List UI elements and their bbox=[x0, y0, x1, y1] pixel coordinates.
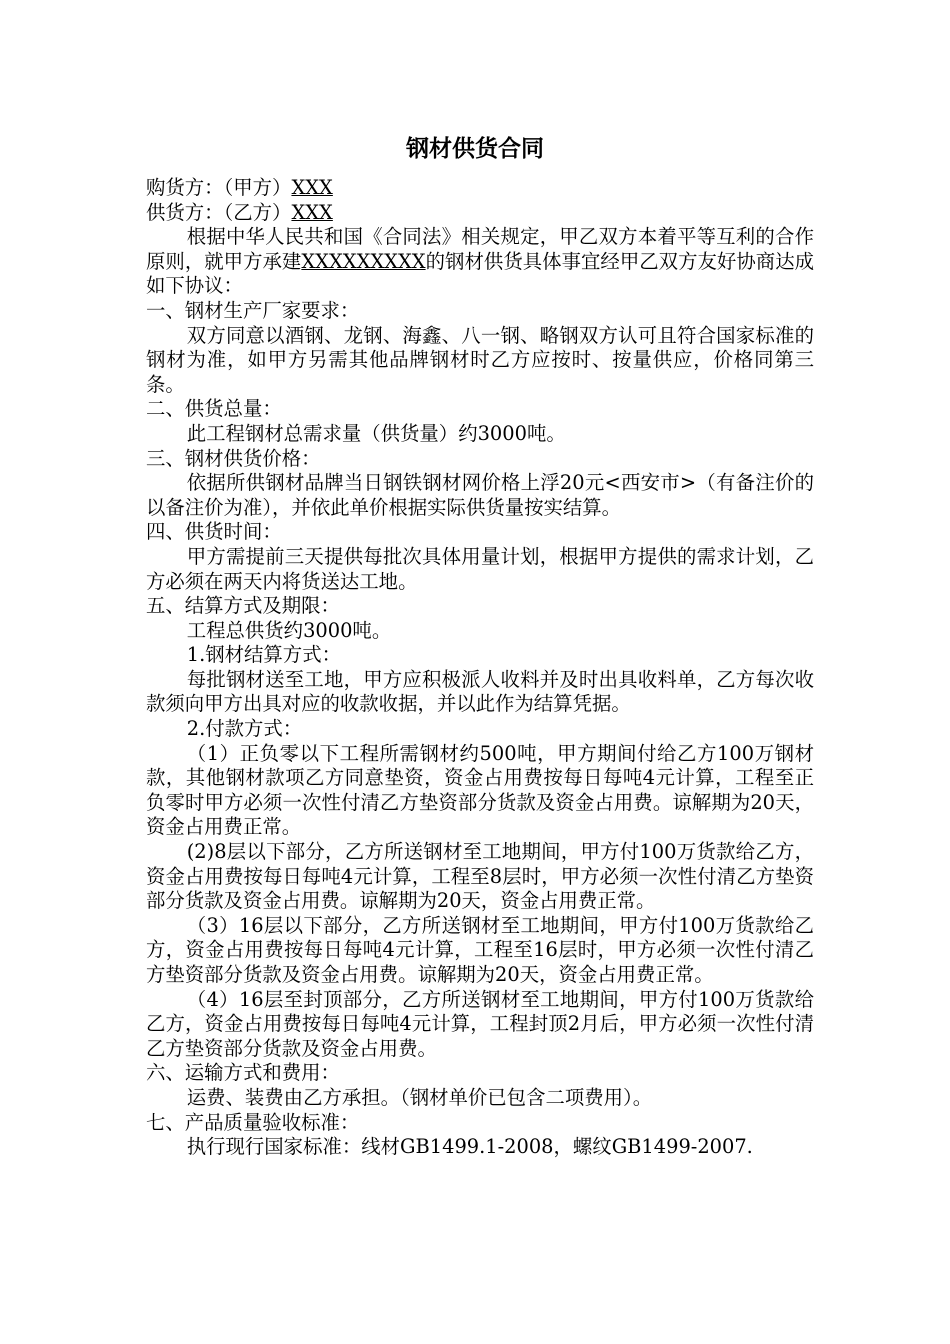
payment-item-1: （1）正负零以下工程所需钢材约500吨，甲方期间付给乙方100万钢材款，其他钢材款项乙方同意垫资，资金占用费按每日每吨4元计算，工程至正负零时甲方必须一次性付清乙方垫资部分货款及资金占用费。谅解期为20天，资金占用费正常。 bbox=[146, 741, 814, 839]
supplier-line bbox=[146, 201, 814, 226]
section-5-sub1-heading: 1.钢材结算方式： bbox=[186, 643, 341, 667]
buyer-name: XXX bbox=[291, 176, 333, 199]
payment-item-2: (2)8层以下部分，乙方所送钢材至工地期间，甲方付100万货款给乙方，资金占用费按每日每吨4元计算，工程至8层时，甲方必须一次性付清乙方垫资部分货款及资金占用费。谅解期为20天，资金占用费正常。 bbox=[146, 840, 814, 913]
supplier-label: 供货方：（乙方） bbox=[146, 200, 292, 224]
contract-body bbox=[146, 176, 814, 1160]
section-2-text: 此工程钢材总需求量（供货量）约3000吨。 bbox=[186, 421, 566, 445]
section-4-heading: 四、供货时间： bbox=[146, 520, 282, 544]
buyer-label: 购货方：（甲方） bbox=[146, 176, 292, 199]
section-6-heading: 六、运输方式和费用： bbox=[146, 1061, 340, 1085]
section-5-sub2-heading: 2.付款方式： bbox=[186, 717, 303, 741]
section-1-text: 双方同意以酒钢、龙钢、海鑫、八一钢、略钢双方认可且符合国家标准的钢材为准，如甲方另需其他品牌钢材时乙方应按时、按量供应，价格同第三条。 bbox=[146, 323, 814, 396]
section-7-heading: 七、产品质量验收标准： bbox=[146, 1110, 360, 1134]
section-2-heading: 二、供货总量： bbox=[146, 397, 282, 421]
section-4-text: 甲方需提前三天提供每批次具体用量计划，根据甲方提供的需求计划，乙方必须在两天内将货送达工地。 bbox=[146, 544, 814, 593]
buyer-line bbox=[146, 176, 814, 201]
section-5-total: 工程总供货约3000吨。 bbox=[186, 618, 392, 642]
section-5-sub1-text: 每批钢材送至工地，甲方应积极派人收料并及时出具收料单，乙方每次收款须向甲方出具对应的收款收据，并以此作为结算凭据。 bbox=[146, 667, 814, 716]
section-3-heading: 三、钢材供货价格： bbox=[146, 446, 321, 470]
section-7-text: 执行现行国家标准：线材GB1499.1-2008，螺纹GB1499-2007. bbox=[186, 1135, 753, 1159]
intro-paragraph bbox=[146, 225, 814, 299]
section-1-heading: 一、钢材生产厂家要求： bbox=[146, 298, 360, 322]
intro-after: 的钢材供货具体事宜经甲乙双方友好协商达成如下协议： bbox=[146, 249, 815, 298]
section-6-text: 运费、装费由乙方承担。（钢材单价已包含二项费用）。 bbox=[186, 1085, 653, 1109]
project-name: XXXXXXXXX bbox=[301, 249, 426, 273]
section-5-heading: 五、结算方式及期限： bbox=[146, 594, 340, 618]
intro-before: 根据中华人民共和国《合同法》相关规定，甲乙双方本着平等互利的合作原则，就甲方承建 bbox=[146, 225, 814, 273]
supplier-name: XXX bbox=[291, 200, 333, 224]
document-title: 钢材供货合同 bbox=[406, 135, 544, 162]
payment-item-4: （4）16层至封顶部分，乙方所送钢材至工地期间，甲方付100万货款给乙方，资金占用费按每日每吨4元计算，工程封顶2月后，甲方必须一次性付清乙方垫资部分货款及资金占用费。 bbox=[146, 987, 814, 1060]
payment-item-3: （3）16层以下部分，乙方所送钢材至工地期间，甲方付100万货款给乙方，资金占用费按每日每吨4元计算，工程至16层时，甲方必须一次性付清乙方垫资部分货款及资金占用费。谅解期为20天，资金占用费正常。 bbox=[146, 913, 814, 986]
section-3-text: 依据所供钢材品牌当日钢铁钢材网价格上浮20元<西安市>（有备注价的以备注价为准），并依此单价根据实际供货量按实结算。 bbox=[146, 471, 814, 519]
